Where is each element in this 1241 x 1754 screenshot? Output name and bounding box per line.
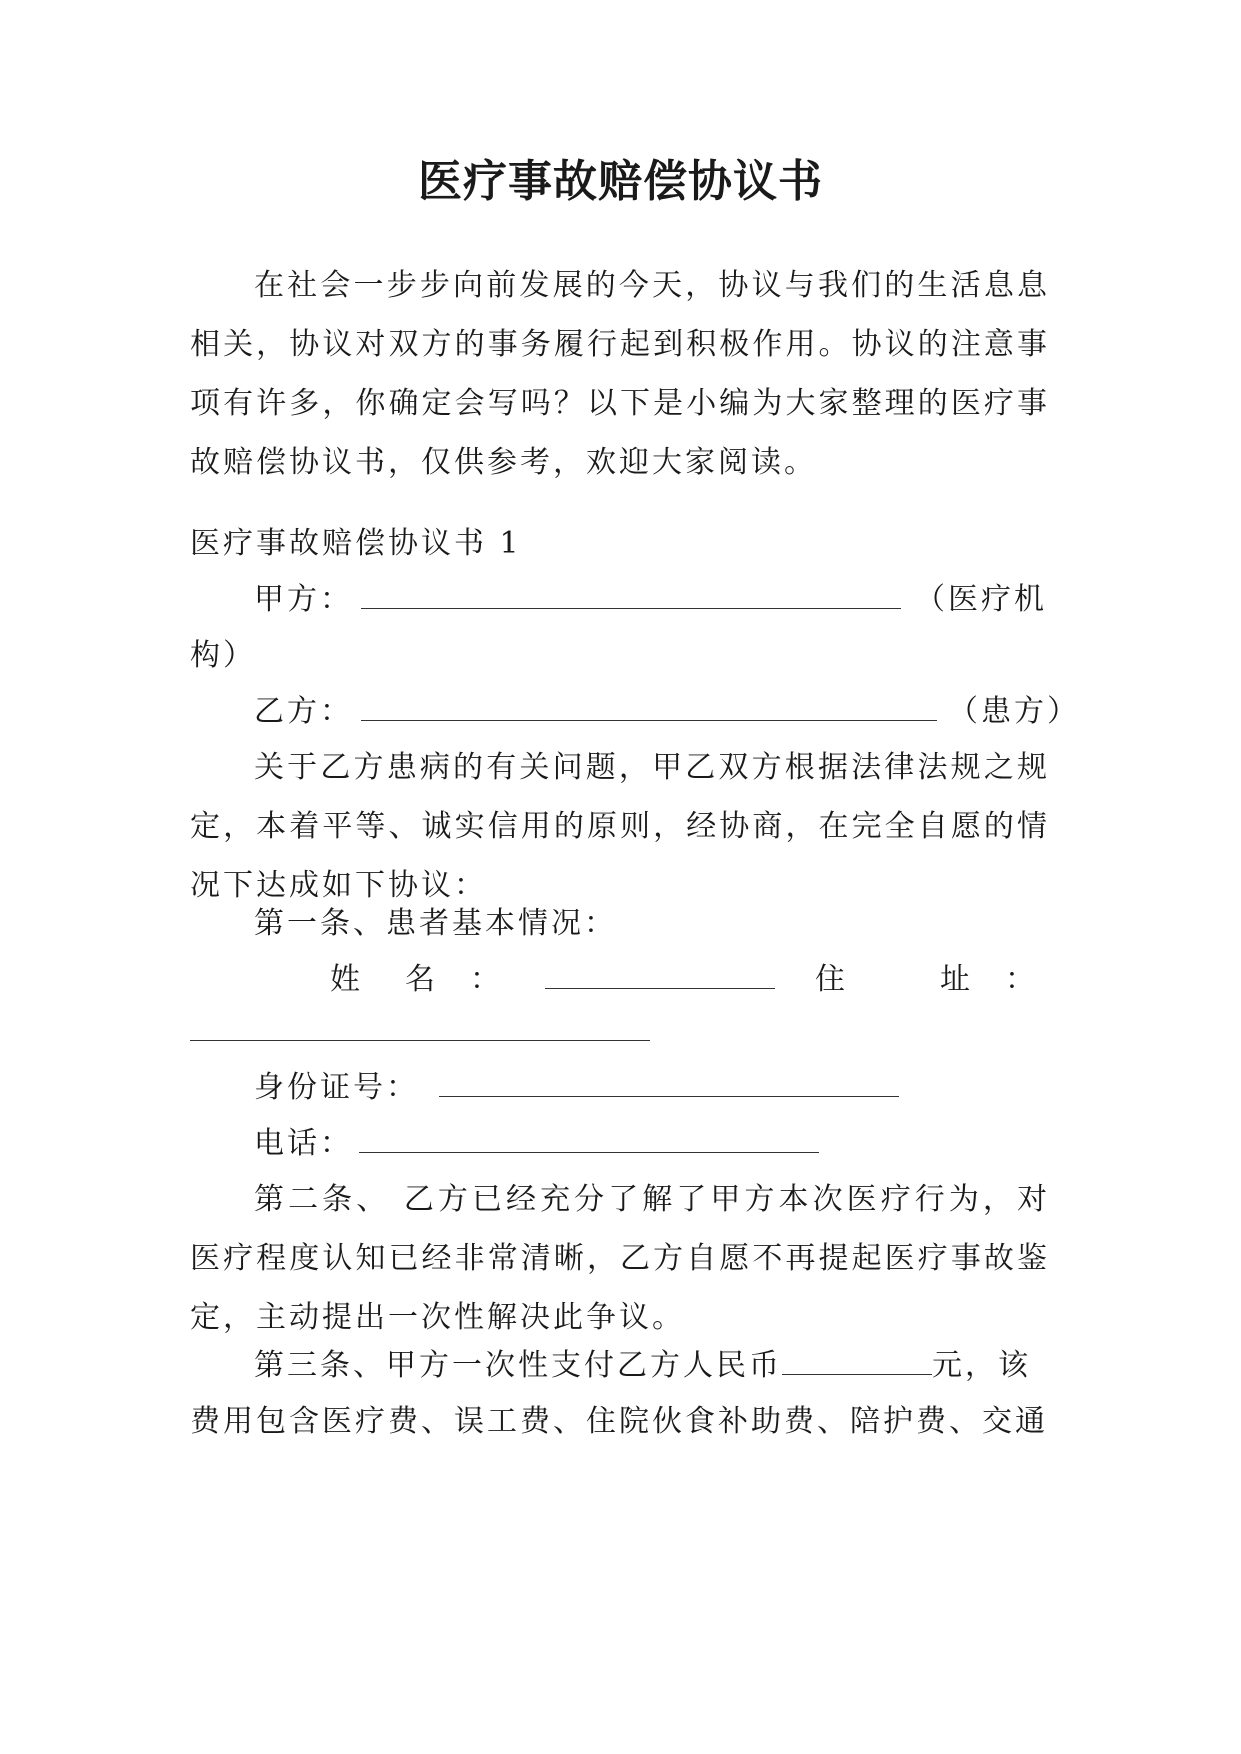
party-b-label: 乙方：: [254, 694, 353, 729]
name-label-colon: ：: [470, 962, 500, 997]
address-label-colon: ：: [1005, 962, 1035, 997]
party-a-blank: [361, 578, 901, 609]
id-blank: [439, 1066, 899, 1097]
article-3-line: [254, 1336, 1114, 1395]
party-b-suffix: （患方）: [948, 694, 1080, 729]
intro-paragraph: 在社会一步步向前发展的今天，协议与我们的生活息息相关，协议对双方的事务履行起到积极作用。协议的注意事项有许多，你确定会写吗？以下是小编为大家整理的医疗事故赔偿协议书，仅供参考，欢迎大家阅读。: [190, 268, 1050, 480]
party-b-blank: [361, 690, 937, 721]
address-label-char-2: 址: [940, 962, 970, 997]
phone-line: [254, 1114, 1114, 1173]
phone-label: 电话：: [254, 1126, 353, 1161]
id-label: 身份证号：: [254, 1070, 419, 1105]
document-title: 医疗事故赔偿协议书: [418, 156, 823, 207]
address-blank: [190, 1010, 650, 1041]
article-2-paragraph: 第二条、 乙方已经充分了解了甲方本次医疗行为，对医疗程度认知已经非常清晰，乙方自愿不再提起医疗事故鉴定，主动提出一次性解决此争议。: [190, 1182, 1050, 1335]
name-label-char-1: 姓: [330, 962, 360, 997]
amount-blank: [782, 1344, 932, 1375]
name-label-char-2: 名: [405, 962, 435, 997]
id-line: [254, 1058, 1114, 1117]
phone-blank: [359, 1122, 819, 1153]
address-label-char-1: 住: [815, 962, 845, 997]
article-3-continued: 费用包含医疗费、误工费、住院伙食补助费、陪护费、交通: [190, 1404, 1048, 1439]
name-blank-wrap: [545, 950, 775, 1009]
party-a-suffix: （医疗机: [915, 582, 1047, 617]
article-3-mid: 元，该: [932, 1348, 1031, 1383]
article-3-prefix: 第三条、甲方一次性支付乙方人民币: [254, 1348, 782, 1383]
party-a-label: 甲方：: [254, 582, 353, 617]
section-heading: 医疗事故赔偿协议书 1: [190, 526, 522, 561]
preamble-paragraph: 关于乙方患病的有关问题，甲乙双方根据法律法规之规定，本着平等、诚实信用的原则，经协商，在完全自愿的情况下达成如下协议：: [190, 750, 1050, 903]
party-a-suffix-continued: 构）: [190, 638, 256, 673]
address-blank-wrap: [190, 1002, 1050, 1061]
article-1-heading: 第一条、患者基本情况：: [254, 906, 617, 941]
name-blank: [545, 958, 775, 989]
